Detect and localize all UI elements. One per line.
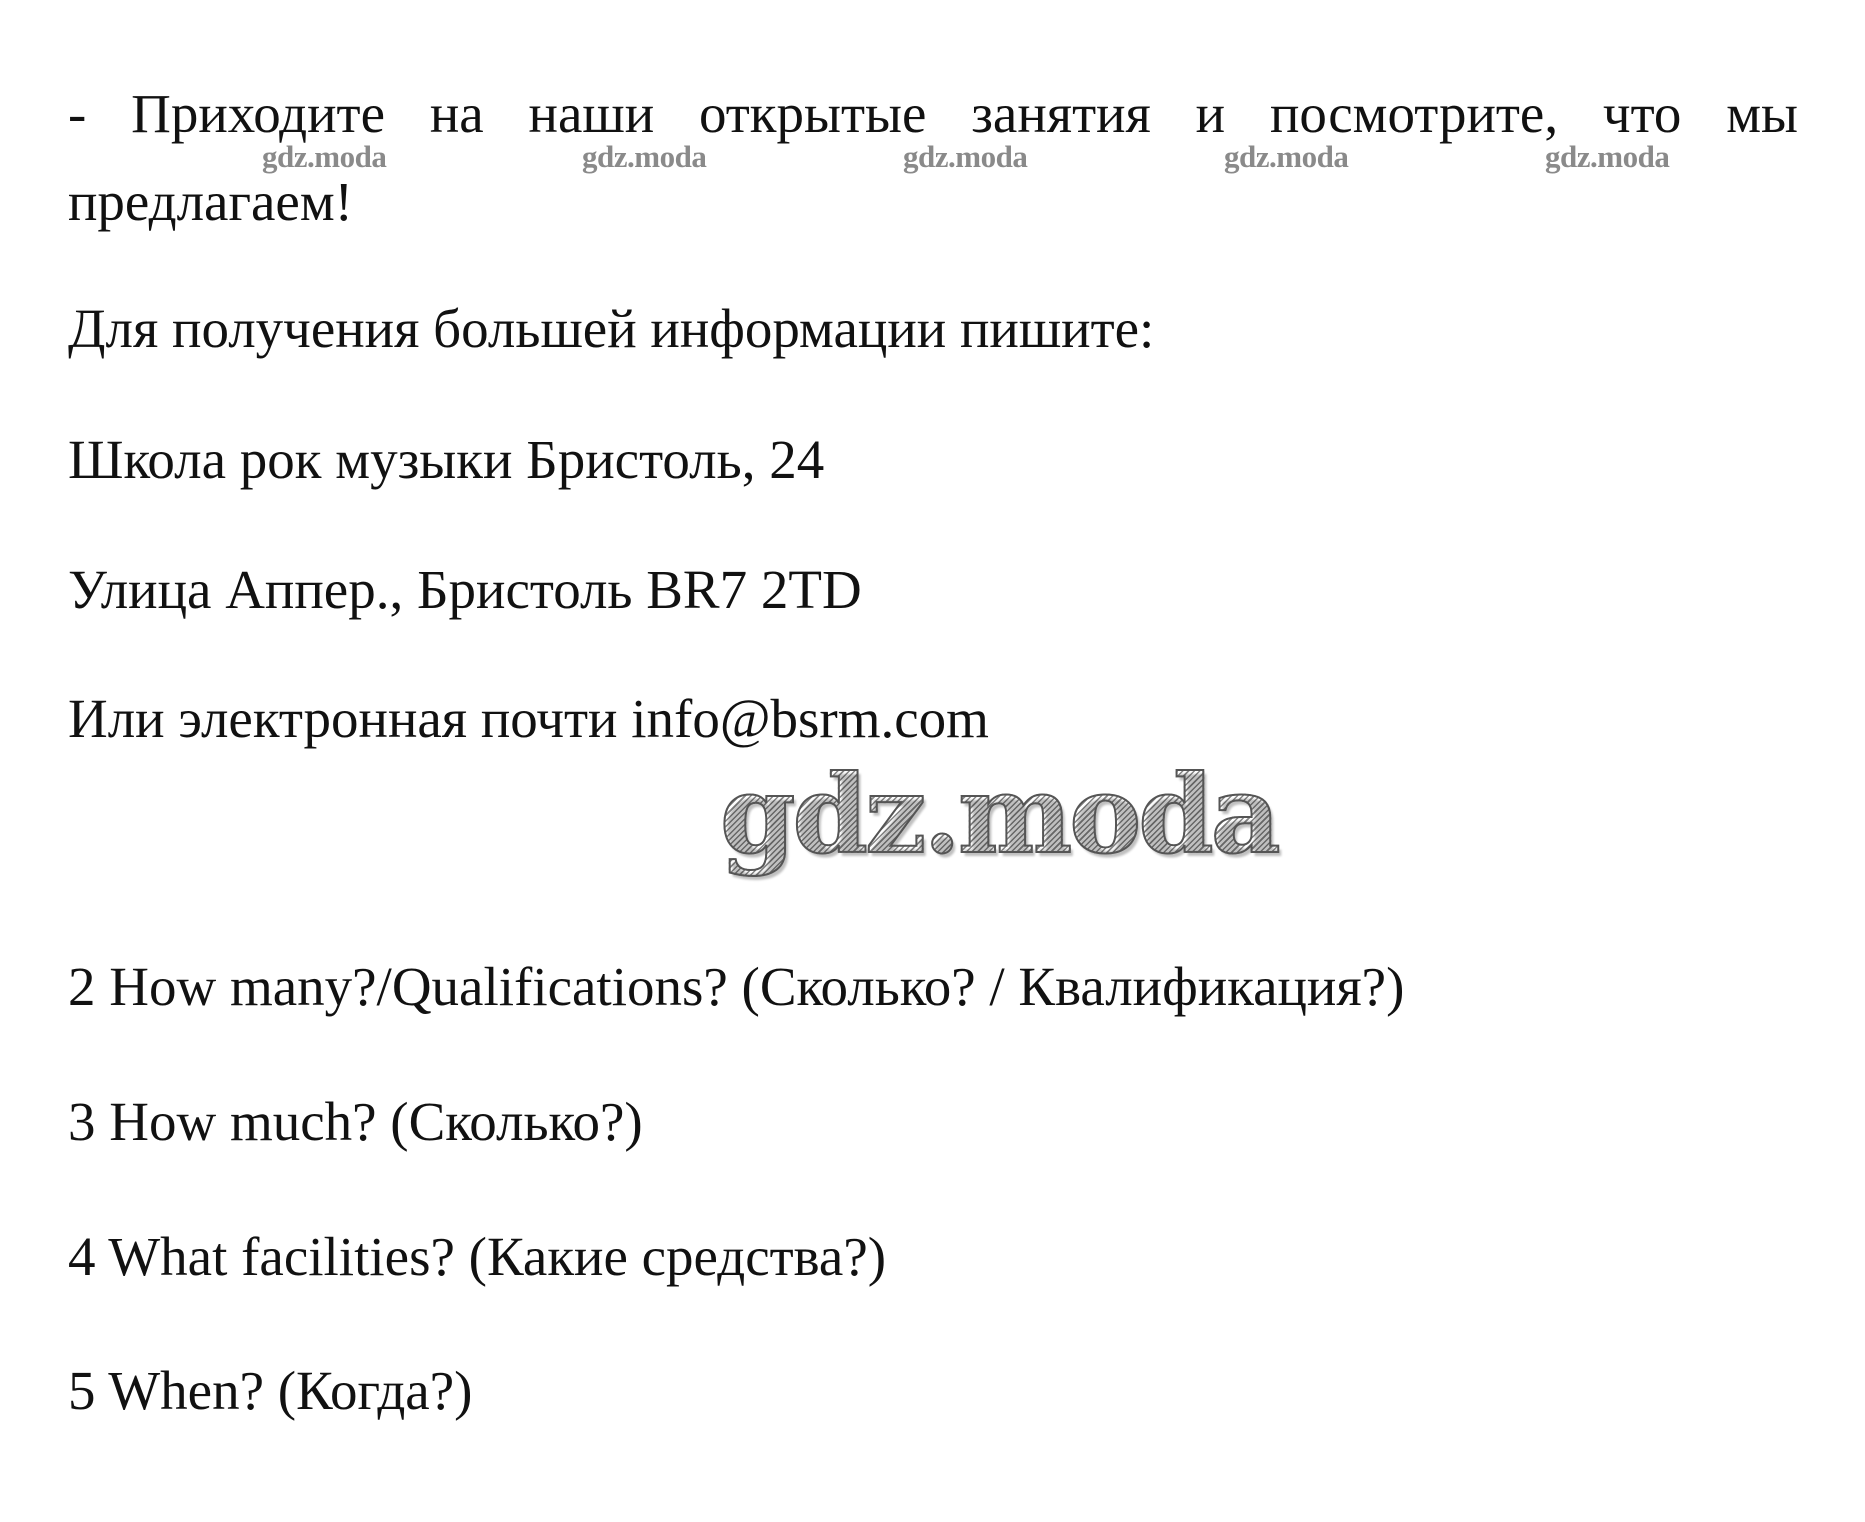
school-name-text: Школа рок музыки Бристоль, 24 [68,429,825,490]
watermark-small-5: gdz.moda [1545,139,1670,174]
paragraph-line-1: - Приходите на наши открытые занятия и посмотрите, что мы [68,83,1798,144]
watermark-small-2: gdz.moda [582,139,707,174]
watermark-large: gdz.moda [720,752,1278,878]
address-text: Улица Аппер., Бристоль BR7 2TD [68,559,862,620]
watermark-small-4: gdz.moda [1224,139,1349,174]
watermark-small-1: gdz.moda [262,139,387,174]
info-request-text: Для получения большей информации пишите: [68,298,1155,359]
paragraph-line-2: предлагаем! [68,171,353,232]
question-3: 3 How much? (Сколько?) [68,1091,643,1152]
question-5: 5 When? (Когда?) [68,1360,473,1421]
watermark-small-3: gdz.moda [903,139,1028,174]
email-text: Или электронная почти info@bsrm.com [68,688,989,749]
question-2: 2 How many?/Qualifications? (Сколько? / Квалификация?) [68,956,1405,1017]
question-4: 4 What facilities? (Какие средства?) [68,1226,887,1287]
